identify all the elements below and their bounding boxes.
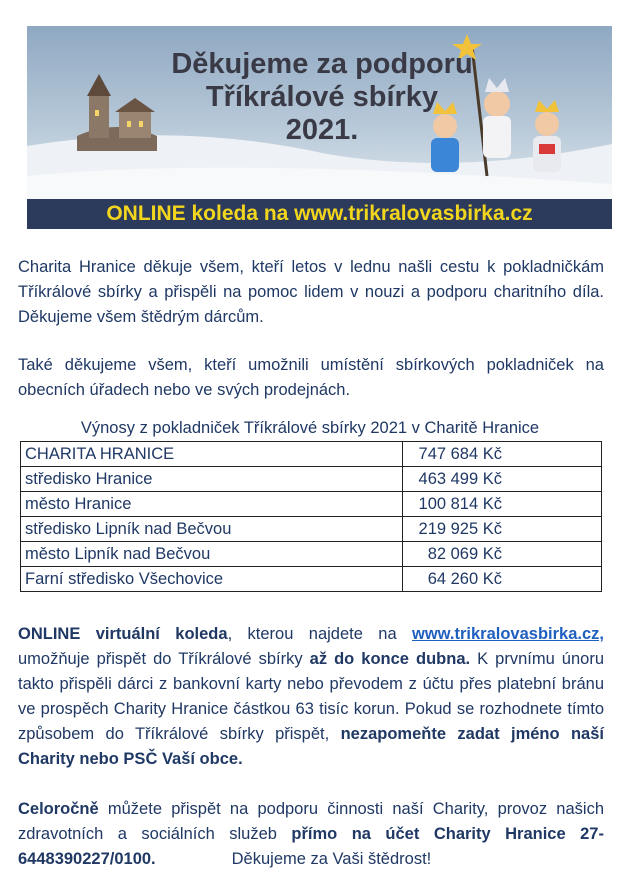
table-row — [21, 517, 602, 542]
online-reminder: nezapomeňte zadat jméno naší Charity nebo PSČ Vaší obce. — [18, 725, 604, 768]
row-label: CHARITA HRANICE — [21, 442, 403, 467]
row-label: město Lipník nad Bečvou — [21, 542, 403, 567]
banner-title-line: Tříkrálové sbírky — [205, 81, 439, 113]
intro-paragraph-1: Charita Hranice děkuje všem, kteří letos v lednu našli cestu k pokladničkám Tříkrálové sbírky a přispěli na pomoc lidem v nouzi a podporu charitního díla. Děkujeme všem štědrým dárcům. — [18, 258, 604, 326]
row-label: středisko Lipník nad Bečvou — [21, 517, 403, 542]
row-label: Farní středisko Všechovice — [21, 567, 403, 592]
yearround-lead: Celoročně — [18, 800, 99, 818]
banner-title — [157, 48, 487, 147]
row-label: město Hranice — [21, 492, 403, 517]
table-row — [21, 442, 602, 467]
row-amount: 64 260 Kč — [403, 567, 602, 592]
row-amount: 747 684 Kč — [403, 442, 602, 467]
online-paragraph — [18, 622, 604, 772]
row-label: středisko Hranice — [21, 467, 403, 492]
banner-online-strip: ONLINE koleda na www.trikralovasbirka.cz — [27, 199, 612, 229]
online-text: umožňuje přispět do Tříkrálové sbírky — [18, 650, 310, 668]
table-row — [21, 467, 602, 492]
intro-paragraph-2: Také děkujeme všem, kteří umožnili umístění sbírkových pokladniček na obecních úřadech nebo ve svých prodejnách. — [18, 356, 604, 399]
yields-table — [20, 441, 602, 592]
yearround-paragraph — [18, 797, 604, 872]
online-lead: ONLINE virtuální koleda — [18, 625, 228, 643]
row-amount: 82 069 Kč — [403, 542, 602, 567]
banner — [27, 26, 612, 229]
row-amount: 219 925 Kč — [403, 517, 602, 542]
online-deadline: až do konce dubna. — [309, 650, 471, 668]
online-text: K prvnímu únoru takto přispěli dárci z bankovní karty nebo převodem z účtu přes platební bránu ve prospěch Charity Hranice částkou 63 tisíc korun. Pokud se rozhodnete tímto způsobem do Tříkrálové sbírky přispět, — [18, 650, 604, 743]
thanks-text: Děkujeme za Vaši štědrost! — [231, 850, 432, 868]
row-amount: 100 814 Kč — [403, 492, 602, 517]
yearround-text: můžete přispět na podporu činnosti naší Charity, provoz našich zdravotních a sociálních služeb — [18, 800, 604, 843]
banner-title-year: 2021. — [285, 114, 359, 146]
online-text: , kterou najdete na — [227, 625, 413, 643]
table-row — [21, 492, 602, 517]
table-row — [21, 567, 602, 592]
banner-title-line: Děkujeme za podporu — [171, 48, 473, 80]
table-row — [21, 542, 602, 567]
row-amount: 463 499 Kč — [403, 467, 602, 492]
bank-account: přímo na účet Charity Hranice 27-6448390227/0100. — [18, 825, 604, 868]
trikralova-link[interactable]: www.trikralovasbirka.cz, — [412, 625, 604, 643]
table-caption: Výnosy z pokladniček Tříkrálové sbírky 2021 v Charitě Hranice — [80, 419, 540, 437]
